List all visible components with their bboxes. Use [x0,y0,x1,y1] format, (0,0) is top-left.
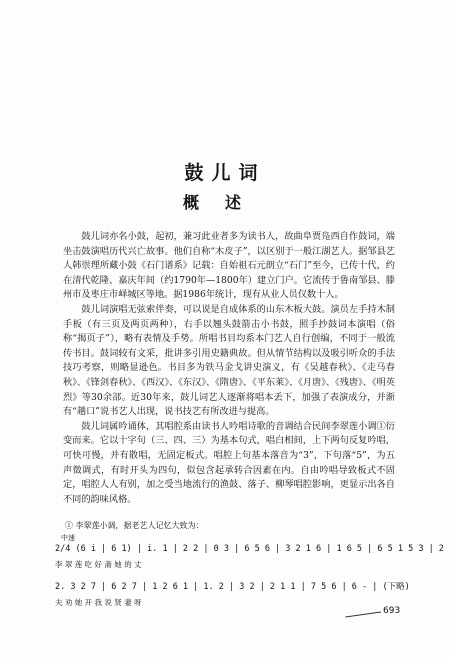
paragraph-1: 鼓儿词亦名小鼓，起初，兼习此业者多为读书人，故曲阜贾凫西自作鼓词，端坐击鼓演唱历代兴亡故事。他们自称“木皮子”，以区别于一般江湖艺人。据邹县艺人韩崇理所藏小鼓《石门谱系》记载：自始祖石元朗立“石门”至今，已传十代，约在清代乾隆、嘉庆年间（约1790年—1800年）建立门户。它流传于鲁南邹县、滕州市及枣庄市峄城区等地。据1986年统计，现有从业人员仅数十人。 [63,231,395,301]
body-text [63,230,395,507]
tempo-marking: 中速 [61,534,75,542]
music-score [55,520,444,608]
page-number: 693 [383,606,401,616]
score-lyrics-row-2: 夫 劝 她 开 我 说 贤 妻 呀 [55,598,142,607]
score-notes-row-2: 2. 3 2 7 | 6 2 7 | 1 2 6 1 | 1. 2 | 3 2 | 2 1 1 | 7 5 6 | 6 - | (下略) [55,582,410,592]
handwritten-mark [345,610,381,618]
section-title: 概述 [182,193,267,212]
paragraph-2: 鼓儿词演唱无弦索伴奏，可以说是自成体系的山东木板大鼓。演员左手持木制手板（有三页及两页两种），右手以翘头鼓箭击小书鼓，照手抄鼓词本演唱（俗称“揭页子”），略有表情及手势。所唱书目均系本门艺人自行创编，不同于一般流传书目。鼓词较有文采，批讲多引用史籍典故。但从情节结构以及吸引听众的手法技巧考察，则略显逊色。书目多为铁马金戈讲史演义，有《吴越春秋》、《走马春秋》、《锋剑春秋》、《西汉》、《东汉》、《隋唐》、《平东莱》、《月唐》、《残唐》、《明英烈》等30余部。近30年来，鼓儿词艺人逐渐将唱本丢下，加强了表演成分，并渐有“趟口”说书艺人出现，说书技艺有所改进与提高。 [63,303,395,418]
page-title: 鼓儿词 [184,162,266,184]
score-footnote: ① 李翠莲小调，据老艺人记忆大致为： [65,521,204,530]
score-lyrics-row-1: 李 翠 莲 吃 好 斋 她 的 丈 [55,560,142,569]
paragraph-3: 鼓儿词属吟诵体，其唱腔系由读书人吟唱诗歌的音调结合民间李翠莲小调①衍变而来。它以十字句（三、四、三）为基本句式，唱白相间，上下两句反复吟唱，可快可慢，并有散唱，无固定板式。唱腔上句基本落音为“3”，下句落“5”，为五声徵调式，有时开头为四句，似包含起承转合因素在内。自由吟唱导致板式不固定，唱腔人人有别，加之受当地流行的渔鼓、落子、柳琴唱腔影响，更显示出各自不同的韵味风格。 [63,420,395,505]
score-notes-row-1: 2/4 (6 i | 6 1) | i. 1 | 2 2 | 0 3 | 6 5 6 | 3 2 1 6 | 1 6 5 | 6 5 1 5 3 | 2 [55,544,444,554]
